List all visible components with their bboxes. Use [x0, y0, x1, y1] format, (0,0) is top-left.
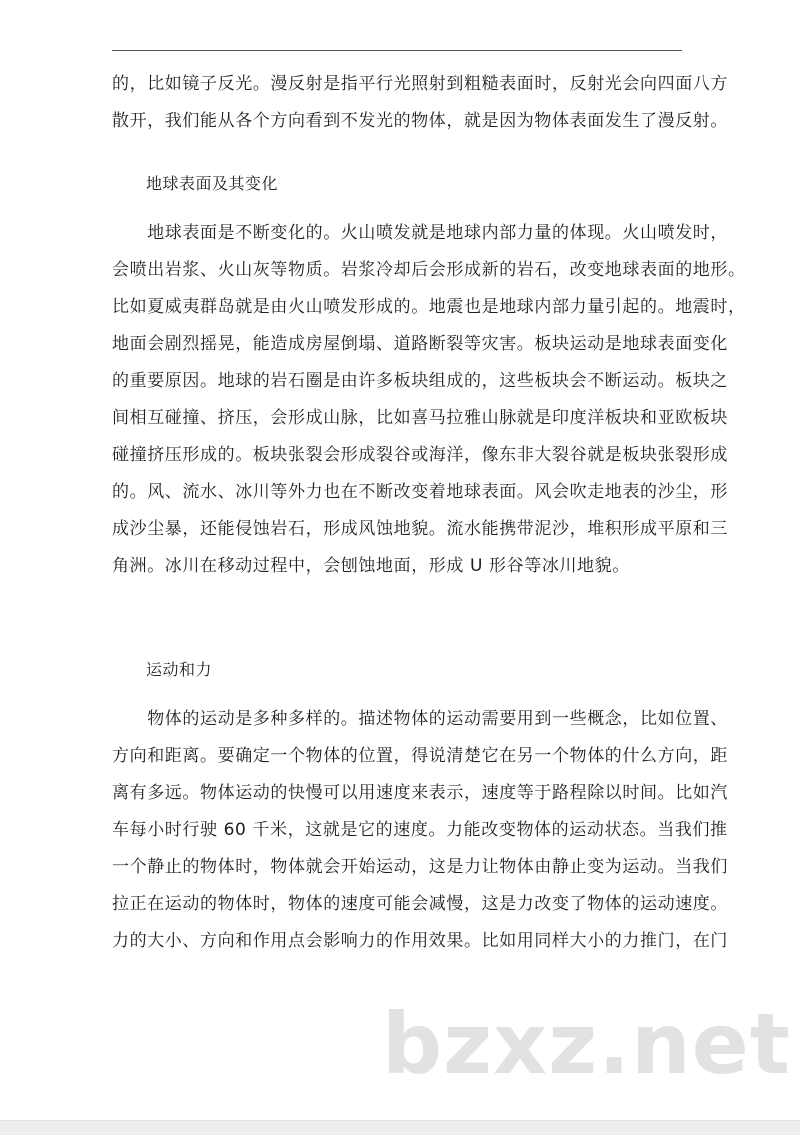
text-line: 拉正在运动的物体时，物体的速度可能会减慢，这是力改变了物体的运动速度。	[112, 894, 728, 914]
text-line: 的重要原因。地球的岩石圈是由许多板块组成的，这些板块会不断运动。板块之	[112, 371, 728, 391]
text-line: 成沙尘暴，还能侵蚀岩石，形成风蚀地貌。流水能携带泥沙，堆积形成平原和三	[112, 519, 728, 539]
paragraph-motion	[112, 701, 728, 960]
text-line: 碰撞挤压形成的。板块张裂会形成裂谷或海洋，像东非大裂谷就是板块张裂形成	[112, 445, 728, 465]
paragraph-earth	[112, 215, 746, 585]
text-line: 一个静止的物体时，物体就会开始运动，这是力让物体由静止变为运动。当我们	[112, 857, 728, 877]
section-heading-motion: 运动和力	[146, 660, 213, 679]
text-line: 的，比如镜子反光。漫反射是指平行光照射到粗糙表面时，反射光会向四面八方	[112, 74, 728, 94]
paragraph-continuation	[112, 66, 728, 140]
header-rule	[112, 50, 682, 51]
section-heading-earth: 地球表面及其变化	[146, 174, 279, 193]
text-line: 地球表面是不断变化的。火山喷发就是地球内部力量的体现。火山喷发时，	[112, 223, 728, 243]
text-line: 角洲。冰川在移动过程中，会刨蚀地面，形成 U 形谷等冰川地貌。	[112, 556, 630, 576]
watermark-logo: bzxz.net	[382, 995, 791, 1093]
text-line: 力的大小、方向和作用点会影响力的作用效果。比如用同样大小的力推门，在门	[112, 931, 728, 951]
text-line: 会喷出岩浆、火山灰等物质。岩浆冷却后会形成新的岩石，改变地球表面的地形。	[112, 260, 746, 280]
text-line: 比如夏威夷群岛就是由火山喷发形成的。地震也是地球内部力量引起的。地震时，	[112, 297, 746, 317]
text-line: 车每小时行驶 60 千米，这就是它的速度。力能改变物体的运动状态。当我们推	[112, 820, 728, 840]
text-line: 地面会剧烈摇晃，能造成房屋倒塌、道路断裂等灾害。板块运动是地球表面变化	[112, 334, 728, 354]
text-line: 离有多远。物体运动的快慢可以用速度来表示，速度等于路程除以时间。比如汽	[112, 783, 728, 803]
text-line: 方向和距离。要确定一个物体的位置，得说清楚它在另一个物体的什么方向，距	[112, 746, 728, 766]
text-line: 物体的运动是多种多样的。描述物体的运动需要用到一些概念，比如位置、	[112, 709, 728, 729]
text-line: 间相互碰撞、挤压，会形成山脉，比如喜马拉雅山脉就是印度洋板块和亚欧板块	[112, 408, 728, 428]
page-bottom-edge	[0, 1120, 800, 1135]
text-line: 散开，我们能从各个方向看到不发光的物体，就是因为物体表面发生了漫反射。	[112, 111, 728, 131]
text-line: 的。风、流水、冰川等外力也在不断改变着地球表面。风会吹走地表的沙尘，形	[112, 482, 728, 502]
